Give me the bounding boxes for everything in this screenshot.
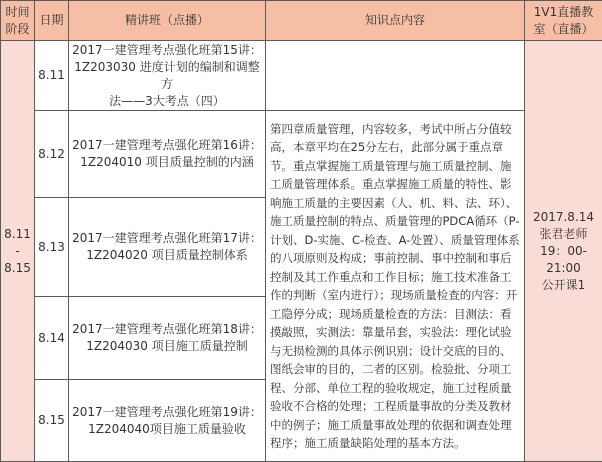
header-knowledge: 知识点内容 <box>266 1 525 41</box>
live-time-end: 21:00 <box>546 260 581 275</box>
knowledge-cell <box>266 111 525 462</box>
class-line: 2017一建管理考点强化班第17讲： <box>72 231 262 245</box>
class-line: 2017一建管理考点强化班第16讲： <box>72 138 262 152</box>
class-line: 1Z203030 进度计划的编制和调整方 <box>74 59 260 91</box>
class-cell <box>69 111 266 198</box>
header-period-line2: 阶段 <box>5 21 30 36</box>
period-dash: - <box>15 243 20 258</box>
live-cell <box>525 41 602 462</box>
table-row <box>1 111 602 198</box>
class-cell <box>69 198 266 297</box>
header-live <box>525 1 602 41</box>
header-period-line1: 时间 <box>5 4 30 19</box>
header-row <box>1 1 602 41</box>
class-line: 2017一建管理考点强化班第19讲： <box>72 404 262 419</box>
class-line: 1Z204020 项目质量控制体系 <box>86 248 248 262</box>
live-teacher: 张君老师 <box>539 226 588 241</box>
header-live-line2: 室（直播） <box>533 21 594 36</box>
period-cell <box>1 41 35 462</box>
class-line: 法——3大考点（四） <box>109 93 225 108</box>
knowledge-empty-cell <box>266 41 525 111</box>
date-cell: 8.11 <box>35 41 69 111</box>
header-date: 日期 <box>35 1 69 41</box>
class-line: 1Z204030 项目施工质量控制 <box>86 339 248 353</box>
class-line: 1Z204010 项目质量控制的内涵 <box>80 155 254 169</box>
live-date: 2017.8.14 <box>532 209 595 224</box>
header-live-line1: 1V1直播教 <box>533 4 594 19</box>
date-cell: 8.13 <box>35 198 69 297</box>
knowledge-text: 第四章质量管理，内容较多，考试中所占分值较高，本章平均在25分左右，此部分属于重点章节。重点掌握施工质量管理与施工质量控制、施工质量管理体系。重点掌握施工质量的特性、影响施工质量的主要因素（人、机、料、法、环）、施工质量控制的特点、质量管理的PDCA循环（P-计划、D-实施、C-检查、A-处置）、质量管理体系的八项原则及构成；事前控制、事中控制和事后控制及其工作重点和工作目标；施工技术准备工作的判断（室内进行）；现场质量检查的内容：开工隐停分成；现场质量检查的方法：目测法：看摸敲照，实测法：靠量吊套，实验法：理化试验与无损检测的具体示例识别；设计交底的目的、图纸会审的目的，二者的区别。检验批、分项工程、分部、单位工程的验收规定，施工过程质量验收不合格的处理；工程质量事故的分类及教材中的例子；施工质量事故处理的依据和调查处理程序；施工质量缺陷处理的基本方法。 <box>270 121 520 450</box>
date-cell: 8.12 <box>35 111 69 198</box>
class-line: 2017一建管理考点强化班第15讲： <box>72 42 262 57</box>
header-class: 精讲班（点播） <box>69 1 266 41</box>
live-course: 公开课1 <box>541 277 586 292</box>
class-cell <box>69 41 266 111</box>
class-line: 1Z204040项目施工质量验收 <box>88 421 246 436</box>
live-time-start: 19：00- <box>540 243 587 258</box>
class-line: 2017一建管理考点强化班第18讲： <box>72 322 262 336</box>
class-cell <box>69 297 266 380</box>
period-end: 8.15 <box>4 260 31 275</box>
date-cell: 8.15 <box>35 380 69 462</box>
header-period <box>1 1 35 41</box>
class-cell <box>69 380 266 462</box>
table-row <box>1 41 602 111</box>
period-start: 8.11 <box>4 226 31 241</box>
date-cell: 8.14 <box>35 297 69 380</box>
